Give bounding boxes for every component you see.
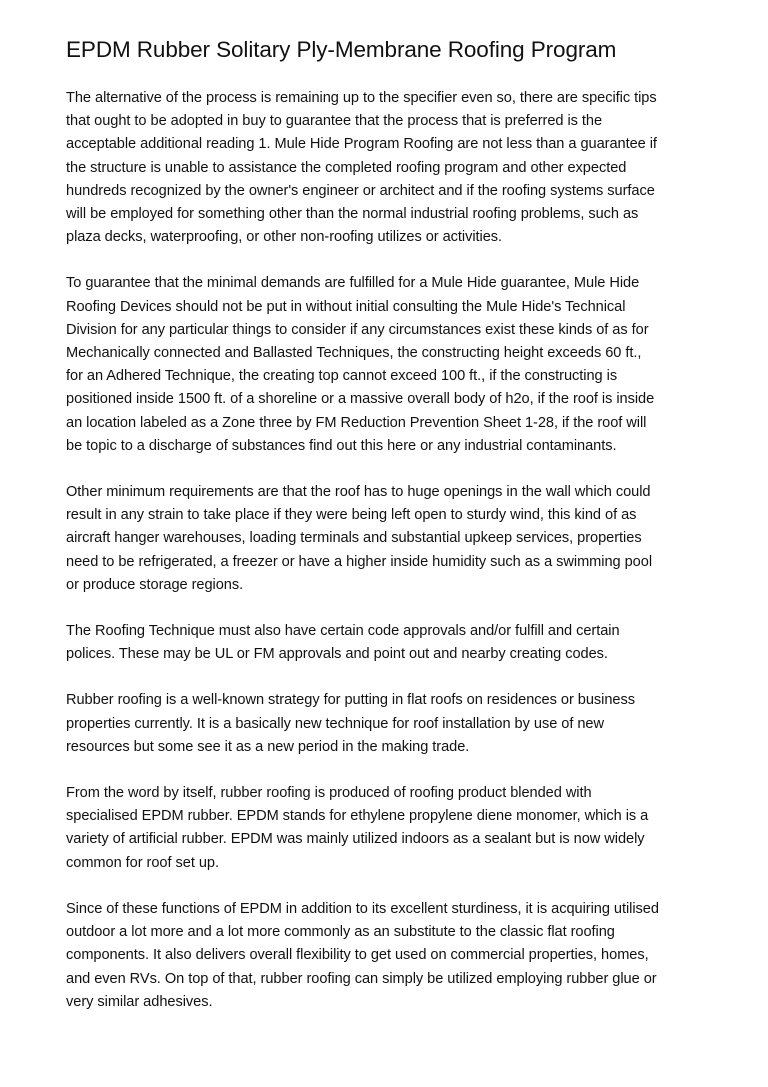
text-line: outdoor a lot more and a lot more commonly as an substitute to the classic flat roofing bbox=[66, 924, 615, 941]
text-line: acceptable additional reading 1. Mule Hide Program Roofing are not less than a guarantee if bbox=[66, 136, 657, 153]
text-line: plaza decks, waterproofing, or other non-roofing utilizes or activities. bbox=[66, 229, 503, 246]
text-line: need to be refrigerated, a freezer or have a higher inside humidity such as a swimming pool bbox=[66, 553, 653, 570]
text-line: positioned inside 1500 ft. of a shoreline or a massive overall body of h2o, if the roof is inside bbox=[66, 391, 655, 408]
paragraph-5 bbox=[66, 689, 706, 759]
paragraph-6 bbox=[66, 782, 706, 875]
text-line: for an Adhered Technique, the creating top cannot exceed 100 ft., if the constructing is bbox=[66, 368, 618, 385]
text-line: resources but some see it as a new period in the making trade. bbox=[66, 738, 470, 755]
text-line: that ought to be adopted in buy to guarantee that the process that is preferred is the bbox=[66, 113, 603, 130]
text-line: hundreds recognized by the owner's engineer or architect and if the roofing systems surface bbox=[66, 182, 655, 199]
text-line: aircraft hanger warehouses, loading terminals and substantial upkeep services, properties bbox=[66, 530, 642, 547]
page-title: EPDM Rubber Solitary Ply-Membrane Roofing Program bbox=[66, 37, 617, 62]
paragraph-1 bbox=[66, 87, 706, 249]
text-line: will be employed for something other than the normal industrial roofing problems, such as bbox=[66, 206, 639, 223]
paragraph-2 bbox=[66, 272, 706, 458]
text-line: an location labeled as a Zone three by FM Reduction Prevention Sheet 1-28, if the roof will bbox=[66, 414, 647, 431]
text-line: the structure is unable to assistance the completed roofing program and other expected bbox=[66, 159, 627, 176]
text-line: common for roof set up. bbox=[66, 854, 219, 871]
text-line: Division for any particular things to consider if any circumstances exist these kinds of as for bbox=[66, 321, 649, 338]
text-line: From the word by itself, rubber roofing is produced of roofing product blended with bbox=[66, 785, 592, 802]
document-page bbox=[66, 36, 706, 1037]
text-line: variety of artificial rubber. EPDM was mainly utilized indoors as a sealant but is now widely bbox=[66, 831, 645, 848]
paragraph-7 bbox=[66, 898, 706, 1014]
text-line: Roofing Devices should not be put in without initial consulting the Mule Hide's Technical bbox=[66, 298, 626, 315]
paragraph-4 bbox=[66, 620, 706, 666]
text-line: Other minimum requirements are that the roof has to huge openings in the wall which could bbox=[66, 484, 651, 501]
text-line: Since of these functions of EPDM in addition to its excellent sturdiness, it is acquiring utilised bbox=[66, 900, 659, 917]
text-line: specialised EPDM rubber. EPDM stands for ethylene propylene diene monomer, which is a bbox=[66, 808, 649, 825]
text-line: The Roofing Technique must also have certain code approvals and/or fulfill and certain bbox=[66, 623, 620, 640]
text-line: Rubber roofing is a well-known strategy for putting in flat roofs on residences or business bbox=[66, 692, 635, 709]
text-line: and even RVs. On top of that, rubber roofing can simply be utilized employing rubber glue or bbox=[66, 970, 657, 987]
text-line: very similar adhesives. bbox=[66, 993, 213, 1010]
text-line: To guarantee that the minimal demands are fulfilled for a Mule Hide guarantee, Mule Hide bbox=[66, 275, 640, 292]
text-line: The alternative of the process is remaining up to the specifier even so, there are specific tips bbox=[66, 90, 657, 106]
text-line: polices. These may be UL or FM approvals and point out and nearby creating codes. bbox=[66, 646, 608, 663]
text-line: or produce storage regions. bbox=[66, 576, 244, 593]
paragraph-3 bbox=[66, 481, 706, 597]
text-line: result in any strain to take place if they were being left open to sturdy wind, this kind of as bbox=[66, 507, 637, 524]
text-line: components. It also delivers overall flexibility to get used on commercial properties, homes, bbox=[66, 947, 649, 964]
text-line: be topic to a discharge of substances find out this here or any industrial contaminants. bbox=[66, 437, 617, 454]
text-line: Mechanically connected and Ballasted Techniques, the constructing height exceeds 60 ft., bbox=[66, 345, 642, 362]
text-line: properties currently. It is a basically new technique for roof installation by use of new bbox=[66, 715, 604, 732]
